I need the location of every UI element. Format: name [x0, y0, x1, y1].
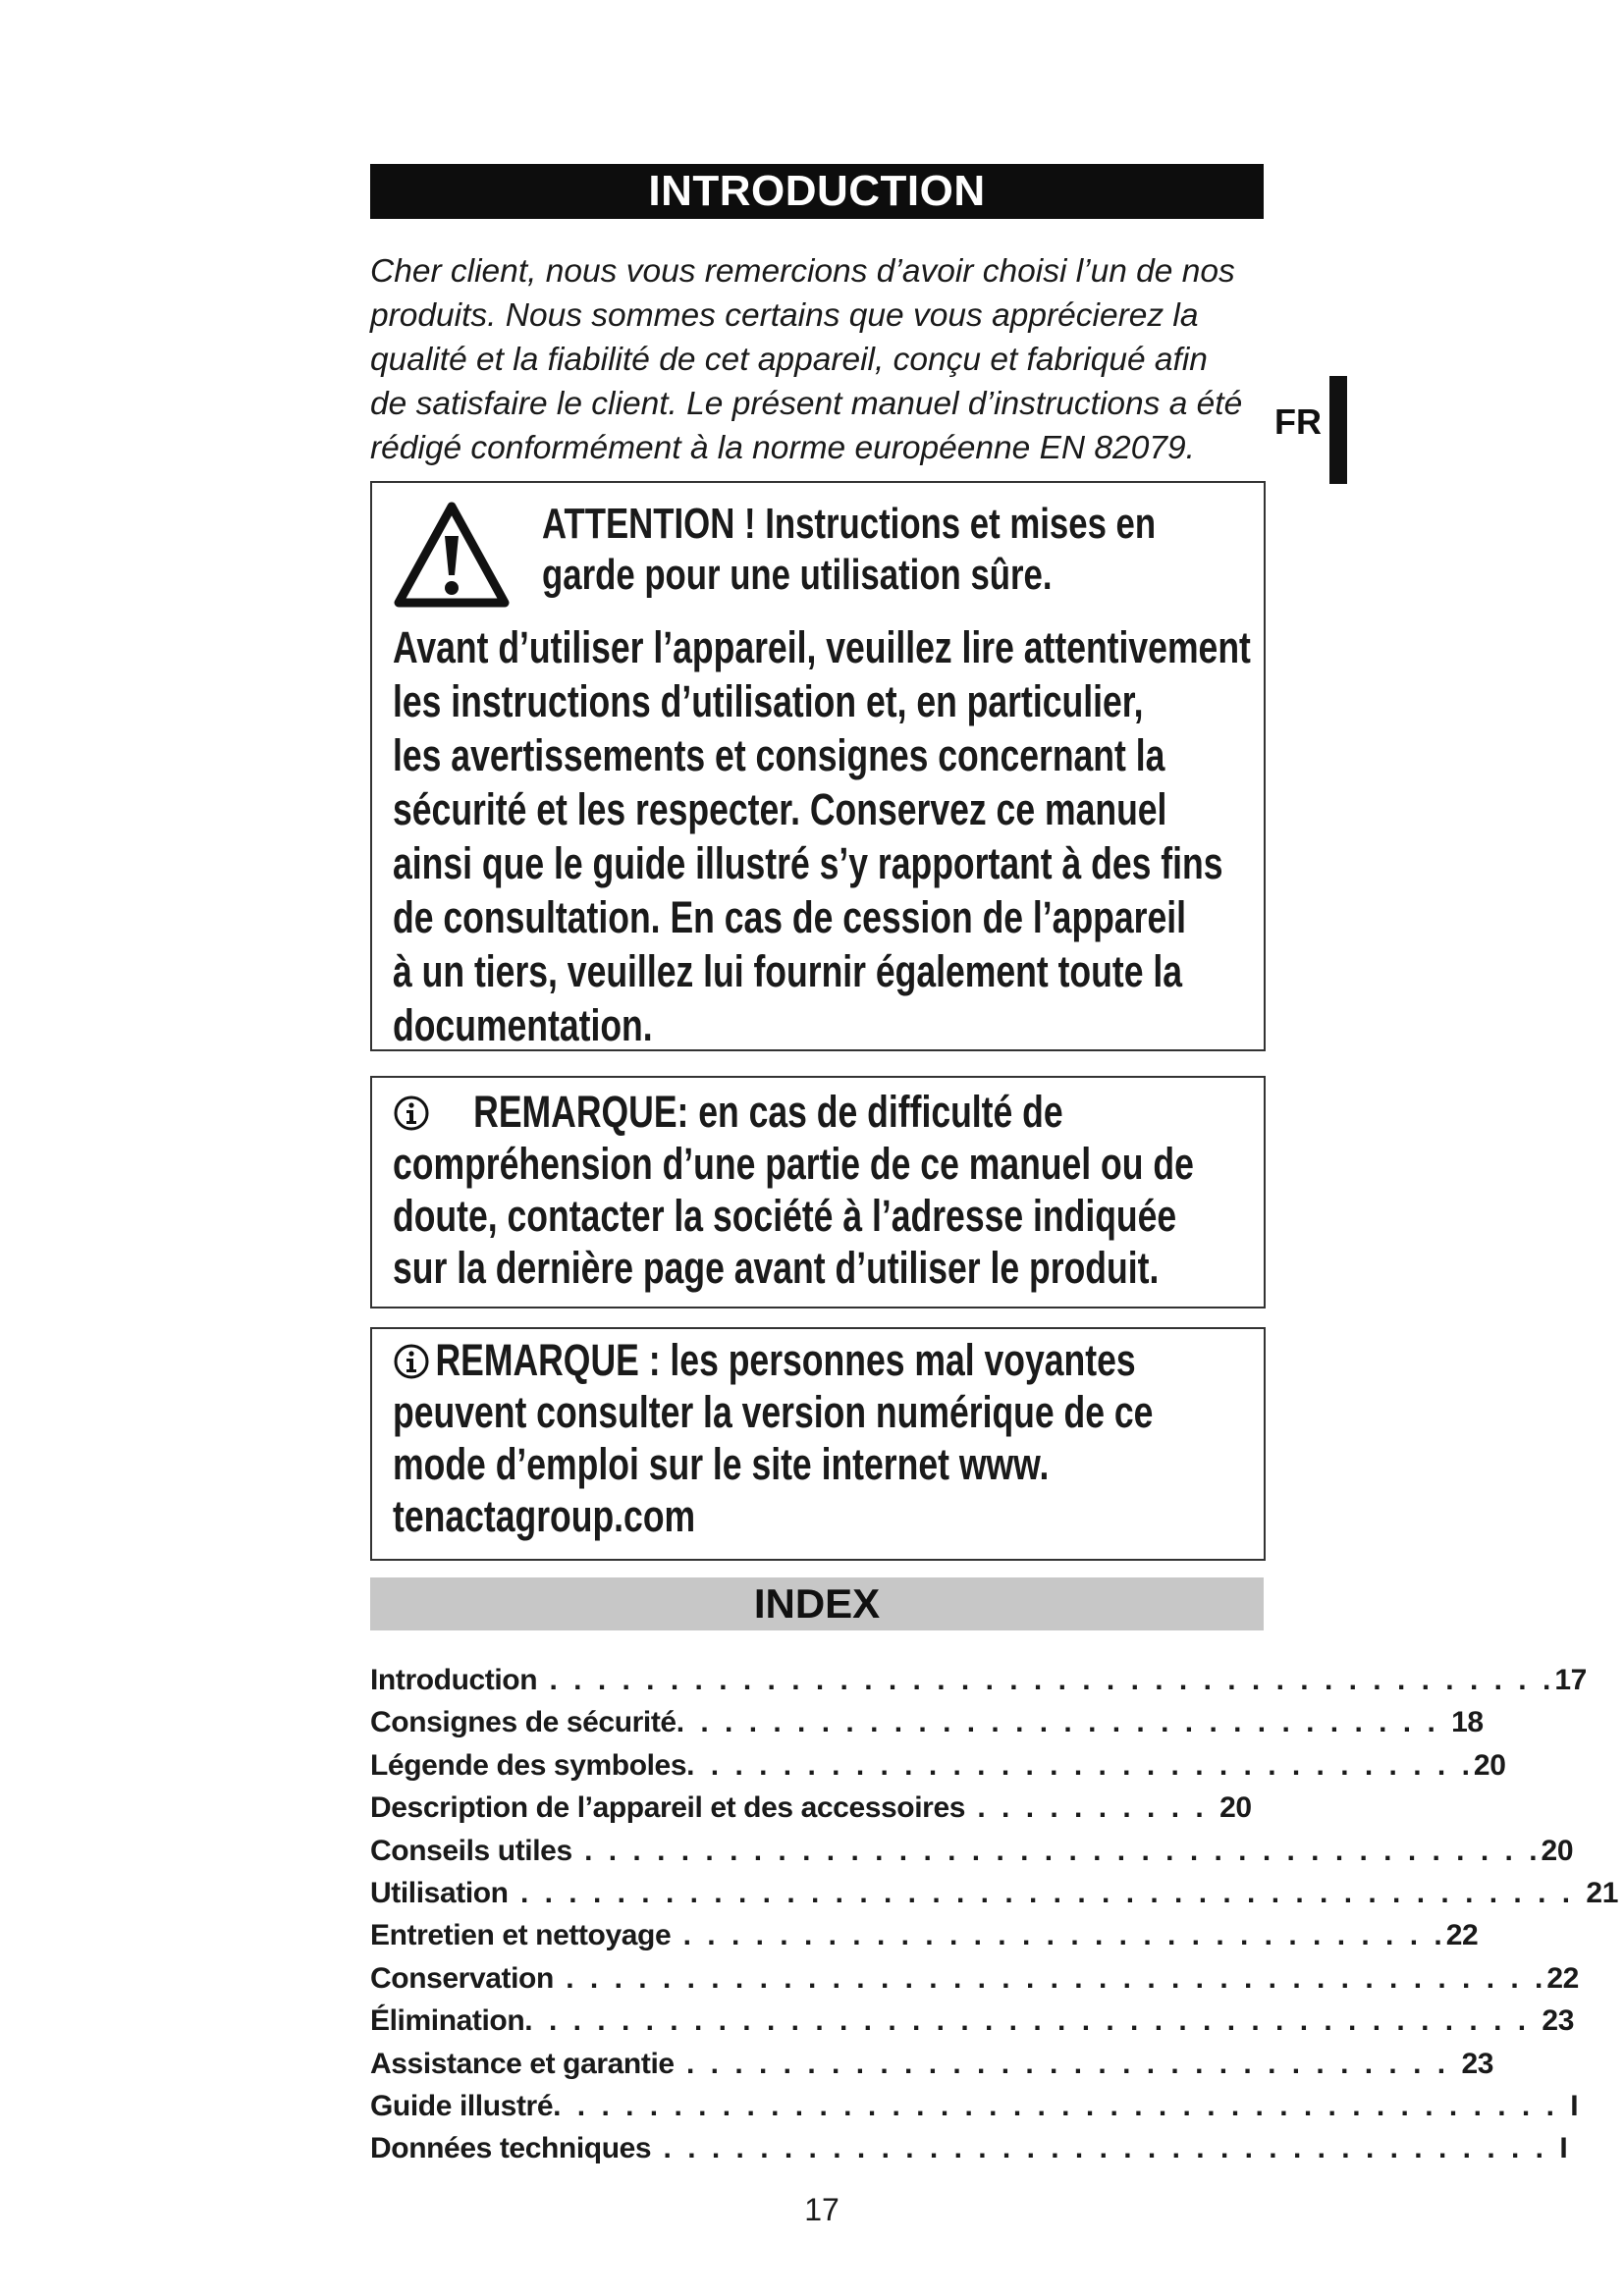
index-entry-leader: . . . . . . . . . . . . . . . . . . . . . . . . . . . . . . . . . . . . . . . . . .	[537, 1664, 1555, 1696]
index-entry-label: Introduction	[370, 1664, 538, 1696]
index-entry-page: 20	[1541, 1834, 1574, 1867]
note-text-difficulty	[393, 1086, 1308, 1294]
intro-line: produits. Nous sommes certains que vous apprécierez la	[370, 297, 1199, 334]
index-entry-leader: . . . . . . . . . . . . . . . . . . . . . . . . . . . . . . . . . . . . . . . . .	[553, 1961, 1547, 1995]
index-entry-leader: . . . . . . . . . . . . . . . . . . . . . . . . . . . . . . . . . . . . . . . . . . . .	[508, 1876, 1587, 1909]
intro-line: Cher client, nous vous remercions d’avoir choisi l’un de nos	[370, 253, 1235, 290]
attention-body	[393, 620, 1324, 1052]
index-list	[370, 1659, 1618, 2170]
index-entry-page: 22	[1445, 1919, 1479, 1952]
index-header: INDEX	[370, 1577, 1264, 1630]
index-entry-label: Consignes de sécurité	[370, 1706, 677, 1739]
note-line: REMARQUE : les personnes mal voyantes	[435, 1335, 1136, 1385]
page-number: 17	[804, 2192, 839, 2227]
index-entry-leader: . . . . . . . . . . . . . . . . . . . . . . . . . . . . . . . .	[671, 1919, 1446, 1952]
index-entry-label: Données techniques	[370, 2132, 652, 2165]
index-entry	[370, 2085, 1579, 2127]
note-line: doute, contacter la société à l’adresse indiquée	[393, 1191, 1177, 1241]
attention-line: les instructions d’utilisation et, en particulier,	[393, 676, 1144, 726]
index-entry-page: I	[1570, 2089, 1579, 2122]
index-entry	[370, 1744, 1506, 1787]
index-entry	[370, 1659, 1587, 1701]
index-entry	[370, 2043, 1494, 2085]
attention-line: les avertissements et consignes concernant la	[393, 730, 1165, 780]
index-entry-leader: . . . . . . . . . . . . . . . . . . . . . . . . . . . . . . . . . . . . . . . . . .	[553, 2089, 1571, 2122]
warning-triangle-icon	[393, 501, 511, 609]
note-line: peuvent consulter la version numérique de ce	[393, 1387, 1154, 1437]
note-line: REMARQUE: en cas de difficulté de	[473, 1087, 1063, 1137]
index-entry	[370, 1872, 1618, 1914]
index-entry-label: Description de l’appareil et des accessoires	[370, 1791, 966, 1825]
index-entry-label: Conservation	[370, 1961, 554, 1995]
attention-line: à un tiers, veuillez lui fournir également toute la	[393, 946, 1182, 996]
language-tab-marker	[1329, 376, 1347, 484]
index-entry	[370, 2127, 1568, 2169]
attention-title	[542, 499, 1157, 601]
index-entry-page: 23	[1542, 2004, 1574, 2038]
intro-paragraph	[370, 249, 1269, 470]
index-entry-leader: . . . . . . . . . . . . . . . . . . . . . . . . . . . . . . . . . . . . . . . .	[571, 1834, 1542, 1867]
index-entry-leader: . . . . . . . . . . . . . . . . . . . . . . . . . . . . . . . . .	[686, 1748, 1474, 1782]
index-entry	[370, 1701, 1484, 1743]
index-entry-page: 17	[1554, 1664, 1587, 1696]
index-entry-page: I	[1559, 2132, 1568, 2165]
note-text-visually-impaired	[393, 1334, 1308, 1542]
index-entry	[370, 1787, 1352, 1829]
attention-line: ainsi que le guide illustré s’y rapportant à des fins	[393, 838, 1223, 888]
index-entry-label: Guide illustré	[370, 2089, 554, 2122]
index-entry-label: Utilisation	[370, 1876, 509, 1909]
language-tab-label: FR	[1274, 401, 1322, 442]
index-entry-leader: . . . . . . . . . . . . . . . . . . . . . . . . . . . . . . . .	[676, 1706, 1452, 1739]
index-entry-page: 22	[1546, 1961, 1579, 1995]
index-entry-leader: . . . . . . . . . . . . . . . . . . . . . . . . . . . . . . . .	[674, 2047, 1462, 2080]
index-entry-page: 21	[1586, 1876, 1618, 1909]
index-entry-leader: . . . . . . . . . .	[965, 1791, 1220, 1825]
index-entry-leader: . . . . . . . . . . . . . . . . . . . . . . . . . . . . . . . . . . . . . . . . . .	[524, 2004, 1543, 2038]
attention-line: documentation.	[393, 1000, 653, 1050]
index-entry	[370, 1914, 1479, 1956]
index-entry-page: 20	[1473, 1748, 1506, 1782]
attention-title-line: garde pour une utilisation sûre.	[542, 551, 1053, 599]
intro-line: de satisfaire le client. Le présent manuel d’instructions a été	[370, 386, 1243, 422]
attention-title-line: ATTENTION ! Instructions et mises en	[542, 500, 1157, 548]
intro-line: qualité et la fiabilité de cet appareil, conçu et fabriqué afin	[370, 342, 1208, 378]
note-line: tenactagroup.com	[393, 1491, 696, 1541]
note-line: compréhension d’une partie de ce manuel ou de	[393, 1139, 1194, 1189]
index-entry-page: 23	[1461, 2047, 1494, 2080]
attention-line: sécurité et les respecter. Conservez ce manuel	[393, 784, 1167, 834]
intro-line: rédigé conformément à la norme européenne EN 82079.	[370, 430, 1195, 466]
index-entry-label: Conseils utiles	[370, 1834, 572, 1867]
attention-line: Avant d’utiliser l’appareil, veuillez lire attentivement	[393, 622, 1251, 672]
attention-line: de consultation. En cas de cession de l’appareil	[393, 892, 1187, 942]
index-entry-page: 18	[1451, 1706, 1484, 1739]
index-entry-label: Légende des symboles	[370, 1748, 687, 1782]
introduction-header: INTRODUCTION	[370, 164, 1264, 219]
index-entry	[370, 1957, 1579, 2000]
note-line: mode d’emploi sur le site internet www.	[393, 1439, 1050, 1489]
index-entry	[370, 2000, 1574, 2042]
index-entry-page: 20	[1219, 1791, 1252, 1825]
index-entry-leader: . . . . . . . . . . . . . . . . . . . . . . . . . . . . . . . . . . . . .	[651, 2132, 1560, 2165]
index-entry-label: Entretien et nettoyage	[370, 1919, 672, 1952]
index-entry-label: Assistance et garantie	[370, 2047, 675, 2080]
note-line: sur la dernière page avant d’utiliser le produit.	[393, 1243, 1160, 1293]
index-entry	[370, 1830, 1574, 1872]
index-entry-label: Élimination	[370, 2004, 525, 2038]
